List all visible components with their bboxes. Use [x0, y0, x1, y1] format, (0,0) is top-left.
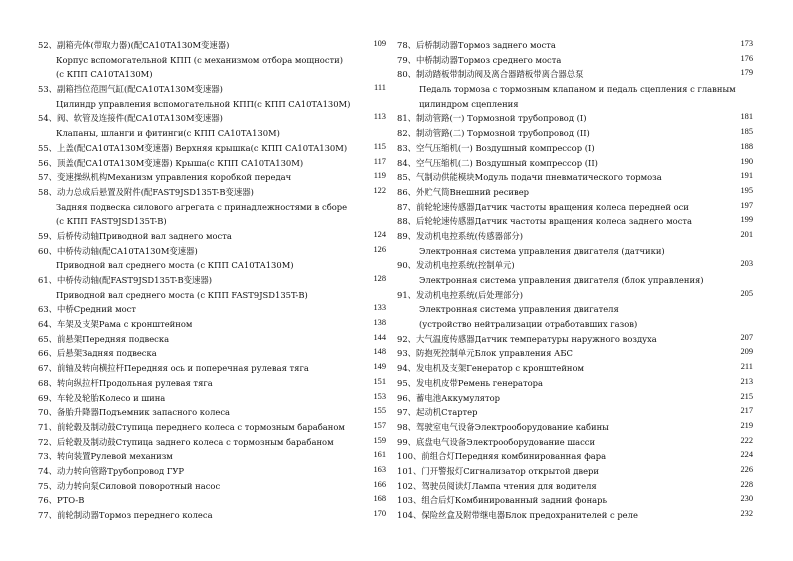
toc-page-number: 201	[740, 229, 753, 239]
toc-entry-title	[38, 82, 386, 97]
toc-entry-subtitle	[397, 273, 753, 288]
toc-entry	[38, 361, 386, 376]
toc-entry-text: 91、发动机电控系统(后处理部分)	[397, 289, 524, 300]
toc-page-number: 138	[373, 318, 386, 328]
toc-entry-text: Клапаны, шланги и фитинги(с КПП CA10TA130M)	[56, 128, 280, 139]
toc-entry-title	[38, 317, 386, 332]
toc-entry-title	[38, 185, 386, 200]
toc-page-number: 226	[740, 464, 753, 474]
toc-entry-title	[397, 185, 753, 200]
toc-entry-text: 53、副箱挡位范围气缸(配CA10TA130M变速器)	[38, 84, 223, 95]
toc-page-number: 124	[373, 229, 386, 239]
toc-entry-title	[38, 376, 386, 391]
toc-entry-text: 63、中桥Средний мост	[38, 304, 136, 315]
toc-entry-title	[38, 273, 386, 288]
toc-page-number: 119	[373, 171, 386, 181]
toc-entry-text: 100、前组合灯Передняя комбинированная фара	[397, 451, 607, 462]
toc-entry-title	[38, 111, 386, 126]
toc-entry-text: 64、车架及支架Рама с кронштейном	[38, 319, 193, 330]
toc-entry	[397, 53, 753, 68]
toc-entry-text: 82、制动管路(二) Тормозной трубопровод (II)	[397, 128, 590, 139]
toc-entry	[38, 38, 386, 82]
toc-entry-text: 67、前轴及转向横拉杆Передняя ось и поперечная рулевая тяга	[38, 363, 309, 374]
toc-entry	[397, 185, 753, 200]
toc-page-number: 115	[373, 141, 386, 151]
toc-entry	[397, 214, 753, 229]
toc-entry-text: 55、上盖(配CA10TA130M变速器) Верхняя крышка(с КПП CA10TA130M)	[38, 142, 348, 153]
toc-entry-title	[397, 156, 753, 171]
toc-entry-text: 97、起动机Стартер	[397, 407, 478, 418]
toc-entry-title	[38, 420, 386, 435]
toc-page-number: 228	[740, 479, 753, 489]
toc-entry-title	[38, 508, 386, 523]
toc-entry	[397, 38, 753, 53]
toc-entry	[397, 391, 753, 406]
toc-entry-title	[38, 244, 386, 259]
toc-page-number: 166	[373, 479, 386, 489]
toc-page-number: 191	[740, 171, 753, 181]
toc-entry-text: Цилиндр управления вспомогательной КПП(с КПП CA10TA130M)	[56, 98, 351, 109]
toc-entry-text: Корпус вспомогательной КПП (с механизмом отбора мощности)	[56, 54, 343, 65]
toc-page-number: 113	[373, 112, 386, 122]
toc-entry-title	[397, 38, 753, 53]
toc-page-number: 205	[740, 288, 753, 298]
toc-entry-title	[397, 391, 753, 406]
toc-entry	[397, 493, 753, 508]
toc-page-number: 232	[740, 509, 753, 518]
toc-entry-text: 52、副箱壳体(带取力器)(配CA10TA130M变速器)	[38, 40, 230, 50]
toc-entry	[38, 82, 386, 111]
toc-entry	[38, 156, 386, 171]
toc-page-number: 222	[740, 435, 753, 445]
toc-entry-title	[397, 479, 753, 494]
toc-entry-text: Приводной вал среднего моста (с КПП FAST9JSD135T-B)	[56, 289, 308, 300]
toc-entry-title	[38, 332, 386, 347]
toc-entry-text: 73、转向装置Рулевой механизм	[38, 451, 173, 462]
toc-entry-title	[397, 141, 753, 156]
toc-entry-subtitle	[38, 214, 386, 229]
toc-entry-text: 90、发动机电控系统(控制单元)	[397, 260, 515, 271]
toc-entry-title	[397, 376, 753, 391]
toc-entry	[38, 508, 386, 523]
toc-entry	[38, 391, 386, 406]
toc-entry-title	[38, 449, 386, 464]
toc-page-number: 207	[740, 332, 753, 342]
toc-entry	[38, 111, 386, 140]
toc-page-number: 217	[740, 406, 753, 416]
toc-entry-title	[38, 141, 386, 156]
toc-entry-text: 70、备胎升降器Подъемник запасного колеса	[38, 407, 231, 418]
toc-page-number: 155	[373, 406, 386, 416]
toc-entry-title	[397, 170, 753, 185]
toc-entry-title	[397, 258, 753, 273]
toc-entry-text: 95、发电机皮带Ремень генератора	[397, 377, 544, 388]
toc-entry	[38, 449, 386, 464]
toc-entry-title	[397, 332, 753, 347]
toc-entry-text: (с КПП CA10TA130M)	[56, 69, 153, 80]
toc-entry-text: 96、蓄电池Аккумулятор	[397, 392, 500, 403]
toc-entry	[397, 361, 753, 376]
toc-page-number: 230	[740, 494, 753, 504]
toc-entry	[38, 185, 386, 229]
toc-entry-title	[397, 435, 753, 450]
toc-entry-text: 87、前轮轮速传感器Датчик частоты вращения колеса передней оси	[397, 201, 689, 212]
toc-entry-text: Электронная система управления двигателя	[419, 304, 619, 315]
toc-page-number: 176	[740, 53, 753, 63]
toc-entry-title	[397, 288, 753, 303]
toc-entry	[38, 376, 386, 391]
toc-entry	[38, 493, 386, 508]
toc-entry	[397, 479, 753, 494]
toc-page-number: 213	[740, 376, 753, 386]
toc-entry-text: 58、动力总成后悬置及附件(配FAST9JSD135T-B变速器)	[38, 186, 254, 197]
toc-page-number: 122	[373, 185, 386, 195]
toc-entry-text: 83、空气压缩机(一) Воздушный компрессор (I)	[397, 142, 595, 153]
toc-entry-title	[38, 156, 386, 171]
toc-entry	[397, 288, 753, 332]
toc-page-number: 161	[373, 450, 386, 460]
toc-entry-subtitle	[397, 97, 753, 112]
toc-page-number: 148	[373, 347, 386, 357]
toc-entry	[38, 420, 386, 435]
toc-page-number: 117	[373, 156, 386, 166]
toc-entry-text: 86、外贮气筒Внешний ресивер	[397, 186, 530, 197]
toc-entry-title	[397, 464, 753, 479]
toc-entry	[38, 302, 386, 317]
toc-entry-title	[397, 420, 753, 435]
toc-entry-text: 59、后桥传动轴Приводной вал заднего моста	[38, 230, 232, 241]
toc-entry-text: 76、PTO-B	[38, 495, 85, 506]
toc-entry-subtitle	[397, 244, 753, 259]
toc-page-number: 219	[740, 420, 753, 430]
toc-entry	[38, 229, 386, 244]
toc-entry-text: 101、门开警报灯Сигнализатор открытой двери	[397, 465, 599, 476]
toc-entry-text: 88、后轮轮速传感器Датчик частоты вращения колеса заднего моста	[397, 216, 693, 227]
toc-entry-text: (устройство нейтрализации отработавших газов)	[419, 319, 638, 330]
toc-page-number: 157	[373, 420, 386, 430]
toc-entry-title	[397, 346, 753, 361]
toc-entry-title	[397, 229, 753, 244]
toc-entry-title	[397, 200, 753, 215]
toc-entry	[397, 508, 753, 523]
toc-entry	[397, 156, 753, 171]
toc-entry-subtitle	[397, 82, 753, 97]
toc-entry-text: 66、后悬架Задняя подвеска	[38, 348, 157, 359]
toc-entry-title	[38, 405, 386, 420]
toc-entry-text: 61、中桥传动轴(配FAST9JSD135T-B变速器)	[38, 275, 213, 285]
toc-entry-title	[397, 361, 753, 376]
toc-page-number: 199	[740, 215, 753, 225]
toc-page-number: 126	[373, 244, 386, 254]
toc-entry-text: 77、前轮制动器Тормоз переднего колеса	[38, 510, 213, 520]
toc-entry-text: 74、动力转向管路Трубопровод ГУР	[38, 465, 185, 476]
toc-left-column	[38, 38, 386, 523]
toc-entry-title	[38, 229, 386, 244]
toc-page-number: 185	[740, 127, 753, 137]
toc-entry	[397, 435, 753, 450]
toc-page-number: 170	[373, 509, 386, 518]
toc-entry-text: 71、前轮毂及制动鼓Ступица переднего колеса с тормозным барабаном	[38, 421, 345, 432]
toc-entry-text: 80、制动踏板带制动阀及离合器踏板带离合器总泵	[397, 69, 584, 80]
toc-entry	[397, 346, 753, 361]
toc-page-number: 144	[373, 332, 386, 342]
toc-entry-title	[38, 170, 386, 185]
toc-page-number: 163	[373, 464, 386, 474]
toc-entry-text: 104、保险丝盒及附带继电器Блок предохранителей с реле	[397, 510, 638, 520]
toc-entry-text: 92、大气温度传感器Датчик температуры наружного воздуха	[397, 333, 657, 344]
toc-entry	[397, 332, 753, 347]
toc-entry-text: Задняя подвеска силового агрегата с принадлежностями в сборе	[56, 201, 348, 212]
toc-page-number: 111	[374, 83, 386, 93]
toc-entry	[38, 141, 386, 156]
toc-entry-subtitle	[397, 317, 753, 332]
toc-entry-text: 68、转向纵拉杆Продольная рулевая тяга	[38, 377, 213, 388]
toc-entry-text: 102、驾驶员阅读灯Лампа чтения для водителя	[397, 480, 597, 491]
toc-entry	[397, 200, 753, 215]
toc-entry-text: 85、气制动供能模块Модуль подачи пневматического тормоза	[397, 172, 662, 183]
toc-entry-title	[397, 67, 753, 82]
toc-entry-title	[38, 391, 386, 406]
toc-entry-text: цилиндром сцепления	[419, 98, 519, 109]
toc-entry-text: Электронная система управления двигателя (датчики)	[419, 245, 665, 256]
toc-entry-title	[38, 479, 386, 494]
toc-entry-subtitle	[38, 288, 386, 303]
toc-page-number: 168	[373, 494, 386, 504]
toc-entry	[38, 435, 386, 450]
toc-entry	[397, 405, 753, 420]
toc-page-number: 209	[740, 347, 753, 357]
toc-entry	[397, 229, 753, 258]
toc-entry-text: 75、动力转向泵Силовой поворотный насос	[38, 480, 221, 491]
toc-entry-title	[38, 435, 386, 450]
toc-page-number: 181	[740, 112, 753, 122]
toc-entry	[397, 376, 753, 391]
toc-entry-title	[397, 449, 753, 464]
toc-entry-text: 84、空气压缩机(二) Воздушный компрессор (II)	[397, 157, 598, 168]
toc-page-number: 197	[740, 200, 753, 210]
toc-entry-title	[397, 405, 753, 420]
toc-page-number: 188	[740, 141, 753, 151]
toc-entry-text: Электронная система управления двигателя (блок управления)	[419, 275, 704, 285]
toc-page-number: 159	[373, 435, 386, 445]
toc-page-number: 128	[373, 274, 386, 283]
toc-entry	[38, 170, 386, 185]
toc-entry	[38, 464, 386, 479]
toc-entry	[397, 420, 753, 435]
toc-entry	[397, 464, 753, 479]
toc-entry-text: 94、发电机及支架Генератор с кронштейном	[397, 363, 585, 374]
toc-page-number: 179	[740, 68, 753, 78]
toc-entry-subtitle	[38, 200, 386, 215]
toc-entry-text: (с КПП FAST9JSD135T-B)	[56, 216, 167, 227]
toc-page-number: 203	[740, 259, 753, 269]
toc-page-number: 173	[740, 39, 753, 48]
toc-entry-text: 72、后轮毂及制动鼓Ступица заднего колеса с тормозным барабаном	[38, 436, 334, 447]
toc-entry-title	[397, 508, 753, 523]
toc-page-number: 133	[373, 303, 386, 313]
toc-entry-title	[397, 111, 753, 126]
toc-entry-subtitle	[38, 126, 386, 141]
toc-page-number: 109	[373, 39, 386, 48]
toc-entry	[397, 170, 753, 185]
toc-page-number: 149	[373, 362, 386, 372]
toc-entry-text: 56、顶盖(配CA10TA130M变速器) Крыша(с КПП CA10TA130M)	[38, 157, 304, 168]
toc-entry-title	[38, 464, 386, 479]
toc-entry-text: 79、中桥制动器Тормоз среднего моста	[397, 54, 562, 65]
toc-entry-text: 54、阀、软管及连接件(配CA10TA130M变速器)	[38, 113, 223, 124]
toc-entry	[38, 317, 386, 332]
toc-entry-text: Педаль тормоза с тормозным клапаном и педаль сцепления с главным	[419, 84, 736, 95]
toc-entry-title	[397, 493, 753, 508]
toc-right-column	[397, 38, 753, 523]
toc-entry-text: 78、后桥制动器Тормоз заднего моста	[397, 40, 556, 50]
toc-entry-text: 69、车轮及轮胎Колесо и шина	[38, 392, 166, 403]
toc-entry-title	[397, 53, 753, 68]
toc-entry-text: 103、组合后灯Комбинированный задний фонарь	[397, 495, 608, 506]
toc-entry-subtitle	[38, 258, 386, 273]
toc-entry-text: 99、底盘电气设备Электрооборудование шасси	[397, 436, 596, 447]
toc-entry-text: 89、发动机电控系统(传感器部分)	[397, 230, 524, 241]
toc-entry-title	[397, 126, 753, 141]
toc-entry	[38, 346, 386, 361]
toc-page-number: 215	[740, 391, 753, 401]
toc-entry-text: 81、制动管路(一) Тормозной трубопровод (I)	[397, 113, 587, 124]
toc-page-number: 195	[740, 185, 753, 195]
toc-entry-subtitle	[397, 302, 753, 317]
toc-page-number: 211	[740, 362, 753, 372]
toc-entry	[397, 126, 753, 141]
toc-page-number: 224	[740, 450, 753, 460]
toc-entry	[397, 141, 753, 156]
toc-entry-subtitle	[38, 97, 386, 112]
toc-entry	[397, 111, 753, 126]
toc-entry-text: Приводной вал среднего моста (с КПП CA10TA130M)	[56, 260, 294, 271]
toc-page-number: 190	[740, 156, 753, 166]
toc-entry-title	[38, 361, 386, 376]
toc-entry	[397, 449, 753, 464]
toc-entry-text: 93、防抱死控制单元Блок управления АБС	[397, 348, 573, 359]
toc-entry	[38, 405, 386, 420]
toc-entry-subtitle	[38, 67, 386, 82]
toc-entry-text: 98、驾驶室电气设备Электрооборудование кабины	[397, 421, 609, 432]
toc-entry-text: 65、前悬架Передняя подвеска	[38, 333, 170, 344]
toc-page-number: 153	[373, 391, 386, 401]
toc-entry-title	[397, 214, 753, 229]
toc-page-number: 151	[373, 376, 386, 386]
toc-entry-title	[38, 493, 386, 508]
toc-entry	[397, 67, 753, 111]
toc-entry-text: 57、变速操纵机构Механизм управления коробкой передач	[38, 172, 292, 183]
toc-entry	[397, 258, 753, 287]
toc-entry	[38, 479, 386, 494]
toc-entry-title	[38, 38, 386, 53]
toc-entry-subtitle	[38, 53, 386, 68]
toc-entry-title	[38, 346, 386, 361]
toc-entry-text: 60、中桥传动轴(配CA10TA130M变速器)	[38, 245, 198, 256]
toc-entry-title	[38, 302, 386, 317]
toc-entry	[38, 273, 386, 302]
toc-entry	[38, 244, 386, 273]
toc-entry	[38, 332, 386, 347]
